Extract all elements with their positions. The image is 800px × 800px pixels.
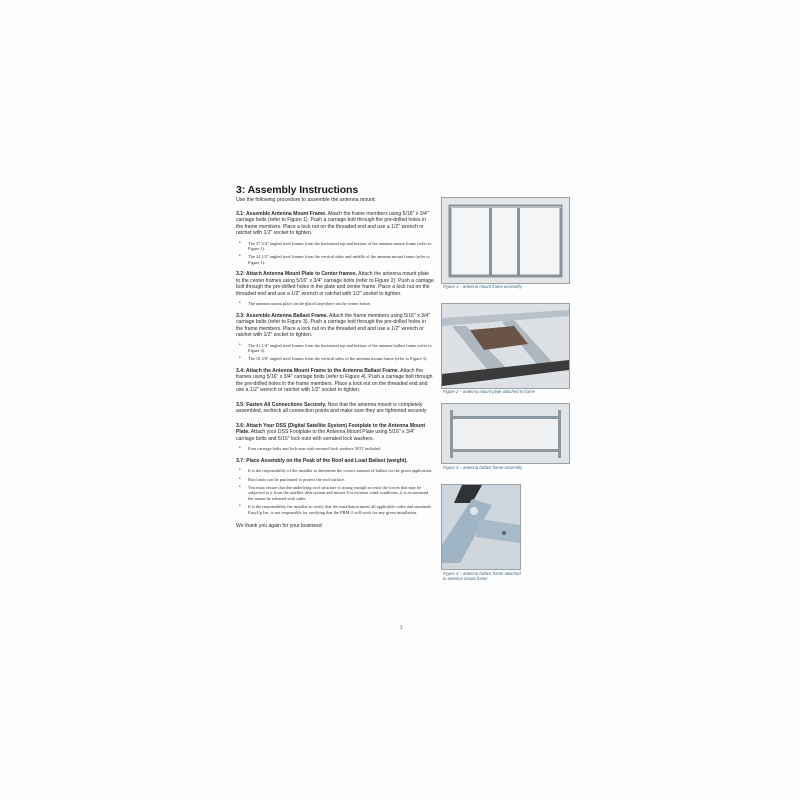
step-3-2-notes: [236, 301, 434, 306]
figure-2-image: [441, 303, 570, 389]
note-item: • The antenna mount plate can be placed anywhere on the center frame.: [248, 301, 434, 306]
step-3-1-notes: [236, 241, 434, 266]
figure-2-caption: Figure 2 – antenna mount plate attached to frame: [443, 389, 535, 394]
note-item: • The 37 3/4" angled steel frames form the horizontal top and bottom of the antenna mount frame (refer to Figure 1).: [248, 241, 434, 252]
step-heading: 3.7: Place Assembly on the Peak of the Roof and Load Ballast (weight).: [236, 457, 408, 464]
step-body: Attach your DSS Footplate to the Antenna Mount Plate using 5/16" x 3/4" carriage bolts and 5/16" lock nuts with serrated lock washers.: [236, 429, 415, 442]
figure-3-image: [441, 403, 570, 464]
closing-text: We thank you again for your business!: [236, 523, 323, 530]
step-body: Attach the frame members using 5/16" x 3/4" carriage bolts (refer to Figure 1). Push a carriage bolt through the pre-drilled holes in the frame members. Place a lock nut on the threaded end and use a 1/2" wrench or ratchet with 1/2" socket to tighten.: [236, 210, 429, 237]
note-item: • You must ensure that the underlying roof structure is strong enough to resist the forces that may be subjected to it from the satellite dish system and mount. For extreme wind conditions, it is recommend the mount be tethered with cable.: [248, 485, 434, 501]
step-body: Attach the antenna mount plate to the center frames using 5/16" x 3/4" carriage bolts (refer to Figure 2). Push a carriage bolt through the pre-drilled holes in the plate and center frame. Place a lock nut on the threaded end and use a 1/2" wrench or ratchet with 1/2" socket to tighten.: [236, 271, 434, 297]
step-heading: 3.2: Attach Antenna Mount Plate to Center frames.: [236, 271, 358, 278]
note-item: • It is the responsibility the installer to verify that the installation meets all applicable codes and standards. EasyUp Inc. is not responsible for verifying that the PRM-2 will work for any given installation.: [248, 504, 434, 515]
figure-1-caption: Figure 1 – antenna mount frame assembly: [443, 284, 522, 289]
step-3-5: [236, 402, 434, 415]
step-heading: 3.1: Assemble Antenna Mount Frame.: [236, 210, 327, 217]
step-heading: 3.6: Attach Your DSS (Digital Satellite System) Footplate to the Antenna Mount Plate.: [236, 422, 426, 436]
note-item: • The 18 3/8" angled steel frames form the vertical sides of the antenna mount frame (refer to Figure 3).: [248, 356, 434, 361]
step-body: Attach the frame members using 5/16" x 3/4" carriage bolts (refer to Figure 3). Push a carriage bolt through the pre-drilled holes in the frame members. Place a lock nut on the threaded end and use a 1/2" wrench or ratchet with 1/2" socket to tighten.: [236, 312, 431, 339]
page-title: 3: Assembly Instructions: [236, 184, 359, 196]
instructions-column: [236, 184, 434, 534]
step-3-1: [236, 211, 434, 237]
figure-4-caption: Figure 4 – antenna ballast frame attached to antenna mount frame: [443, 571, 521, 581]
step-heading: 3.4: Attach the Antenna Mount Frame to the Antenna Ballast Frame.: [236, 367, 400, 374]
note-item: • It is the responsibility of the installer to determine the correct amount of ballast for the given application.: [248, 468, 434, 473]
step-3-7-notes: [236, 468, 434, 515]
figure-1-image: [441, 197, 570, 284]
step-3-3: [236, 313, 434, 339]
step-3-6-notes: [236, 446, 434, 451]
step-body: Now that the antenna mount is completely assembled, recheck all connection points and make sure they are tightened securely: [236, 401, 427, 415]
note-item: • Roof mats can be purchased to protect the roof surface.: [248, 477, 434, 482]
intro-text: Use the following procedure to assemble the antenna mount:: [236, 197, 376, 203]
note-item: • The 24 1/2" angled steel frames form the vertical sides and middle of the antenna mount frame (refer to Figure 1).: [248, 254, 434, 265]
figure-4-image: [441, 484, 521, 570]
note-item: • Four carriage bolts and lock nuts with serrated lock washers NOT included.: [248, 446, 434, 451]
figure-3-caption: Figure 3 – antenna ballast frame assembly: [443, 465, 523, 470]
step-3-3-notes: [236, 343, 434, 362]
step-body: Attach the frames using 5/16" x 3/4" carriage bolts (refer to Figure 4). Push a carriage bolt through the pre-drilled holes in the frame members. Place a lock nut on the threaded end and use a 1/2" wrench or ratchet with 1/2" socket to tighten.: [236, 367, 433, 394]
step-3-4: [236, 368, 434, 394]
step-3-6: [236, 423, 434, 443]
note-item: • The 41 1/4" angled steel frames form the horizontal top and bottom of the antenna ballast frame (refer to Figure 3).: [248, 343, 434, 354]
step-heading: 3.5: Fasten All Connections Securely.: [236, 401, 327, 408]
step-3-2: [236, 271, 434, 297]
page-number: 3: [400, 626, 403, 631]
step-heading: 3.3: Assemble Antenna Ballast Frame.: [236, 312, 328, 319]
step-3-7: [236, 458, 434, 465]
